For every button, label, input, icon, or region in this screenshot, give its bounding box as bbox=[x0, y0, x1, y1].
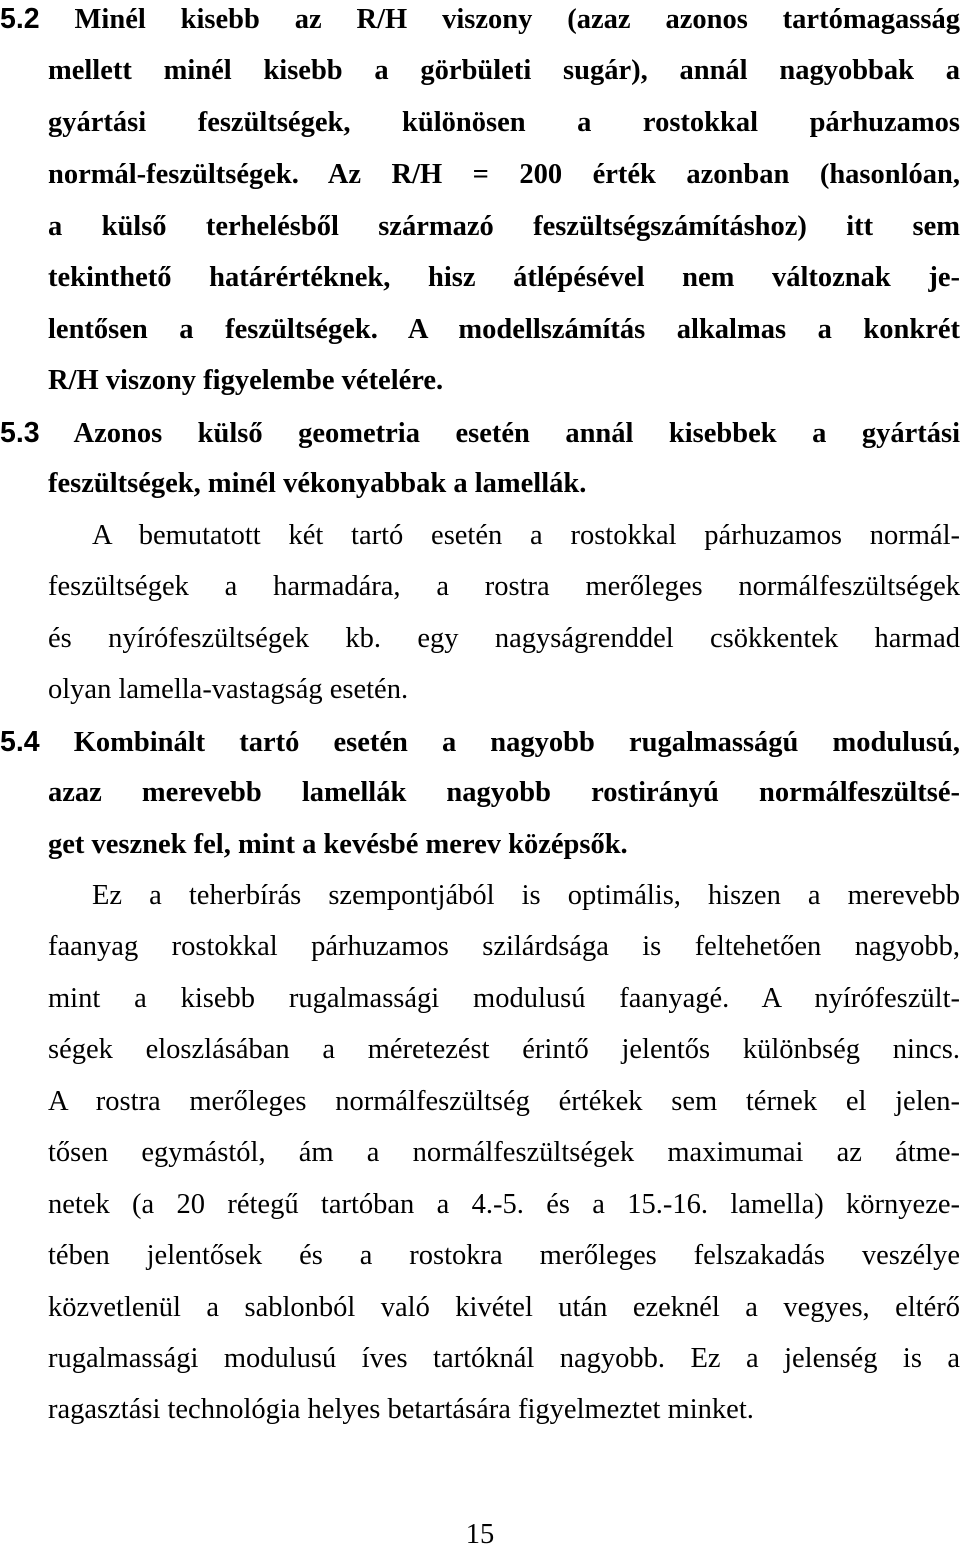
section-5-3-body-line-1: A bemutatott két tartó esetén a rostokkal párhuzamos normál- bbox=[92, 520, 960, 551]
section-5-2-line-7: lentősen a feszültségek. A modellszámítás alkalmas a konkrét bbox=[48, 314, 960, 345]
section-5-4-body-line-8: tében jelentősek és a rostokra merőleges felszakadás veszélye bbox=[48, 1240, 960, 1271]
page-number: 15 bbox=[465, 1519, 495, 1550]
section-5-3-body-line-2: feszültségek a harmadára, a rostra merőleges normálfeszültségek bbox=[48, 571, 960, 602]
section-5-3-body-line-3: és nyírófeszültségek kb. egy nagyságrenddel csökkentek harmad bbox=[48, 623, 960, 654]
section-5-4-body-line-1: Ez a teherbírás szempontjából is optimális, hiszen a merevebb bbox=[92, 880, 960, 911]
section-5-2-line-3: gyártási feszültségek, különösen a rostokkal párhuzamos bbox=[48, 107, 960, 138]
section-5-3-body-line-4: olyan lamella-vastagság esetén. bbox=[48, 674, 409, 705]
section-5-4-body-line-7: netek (a 20 rétegű tartóban a 4.-5. és a 15.-16. lamella) környeze- bbox=[48, 1189, 960, 1220]
section-5-2-number: 5.2 bbox=[0, 3, 40, 35]
section-5-4-body-line-9: közvetlenül a sablonból való kivétel után ezeknél a vegyes, eltérő bbox=[48, 1292, 960, 1323]
section-5-4-body-line-4: ségek eloszlásában a méretezést érintő jelentős különbség nincs. bbox=[48, 1034, 960, 1065]
section-5-2-line-4: normál-feszültségek. Az R/H = 200 érték azonban (hasonlóan, bbox=[48, 159, 960, 190]
section-5-4-number: 5.4 bbox=[0, 726, 40, 758]
section-5-4-line-1 bbox=[0, 717, 960, 767]
section-5-2-line-2: mellett minél kisebb a görbületi sugár), annál nagyobbak a bbox=[48, 55, 960, 86]
section-5-4-body-line-5: A rostra merőleges normálfeszültség értékek sem térnek el jelen- bbox=[48, 1086, 960, 1117]
section-5-2-line-6: tekinthető határértéknek, hisz átlépésével nem változnak je- bbox=[48, 262, 960, 293]
section-5-4-body-line-10: rugalmassági modulusú íves tartóknál nagyobb. Ez a jelenség is a bbox=[48, 1343, 960, 1374]
section-5-2-text: Minél kisebb az R/H viszony (azaz azonos tartómagasság bbox=[39, 4, 960, 35]
section-5-3-line-1 bbox=[0, 408, 960, 458]
section-5-4-body-line-2: faanyag rostokkal párhuzamos szilárdsága is feltehetően nagyobb, bbox=[48, 931, 960, 962]
section-5-4-body-line-3: mint a kisebb rugalmassági modulusú faanyagé. A nyírófeszült- bbox=[48, 983, 960, 1014]
section-5-4-body-line-11: ragasztási technológia helyes betartására figyelmeztet minket. bbox=[48, 1394, 754, 1425]
section-5-3-number: 5.3 bbox=[0, 417, 40, 449]
section-5-4-text: Kombinált tartó esetén a nagyobb rugalmasságú modulusú, bbox=[39, 727, 960, 758]
section-5-2-line-1 bbox=[0, 0, 960, 44]
section-5-4-body-line-6: tősen egymástól, ám a normálfeszültségek maximumai az átme- bbox=[48, 1137, 960, 1168]
section-5-2-line-5: a külső terhelésből származó feszültségszámításhoz) itt sem bbox=[48, 211, 960, 242]
section-5-4-line-3: get vesznek fel, mint a kevésbé merev középsők. bbox=[48, 829, 628, 860]
section-5-2-line-8: R/H viszony figyelembe vételére. bbox=[48, 365, 444, 396]
section-5-4-line-2: azaz merevebb lamellák nagyobb rostirányú normálfeszültsé- bbox=[48, 777, 960, 808]
section-5-3-text: Azonos külső geometria esetén annál kisebbek a gyártási bbox=[39, 418, 960, 449]
section-5-3-line-2: feszültségek, minél vékonyabbak a lamellák. bbox=[48, 468, 587, 499]
